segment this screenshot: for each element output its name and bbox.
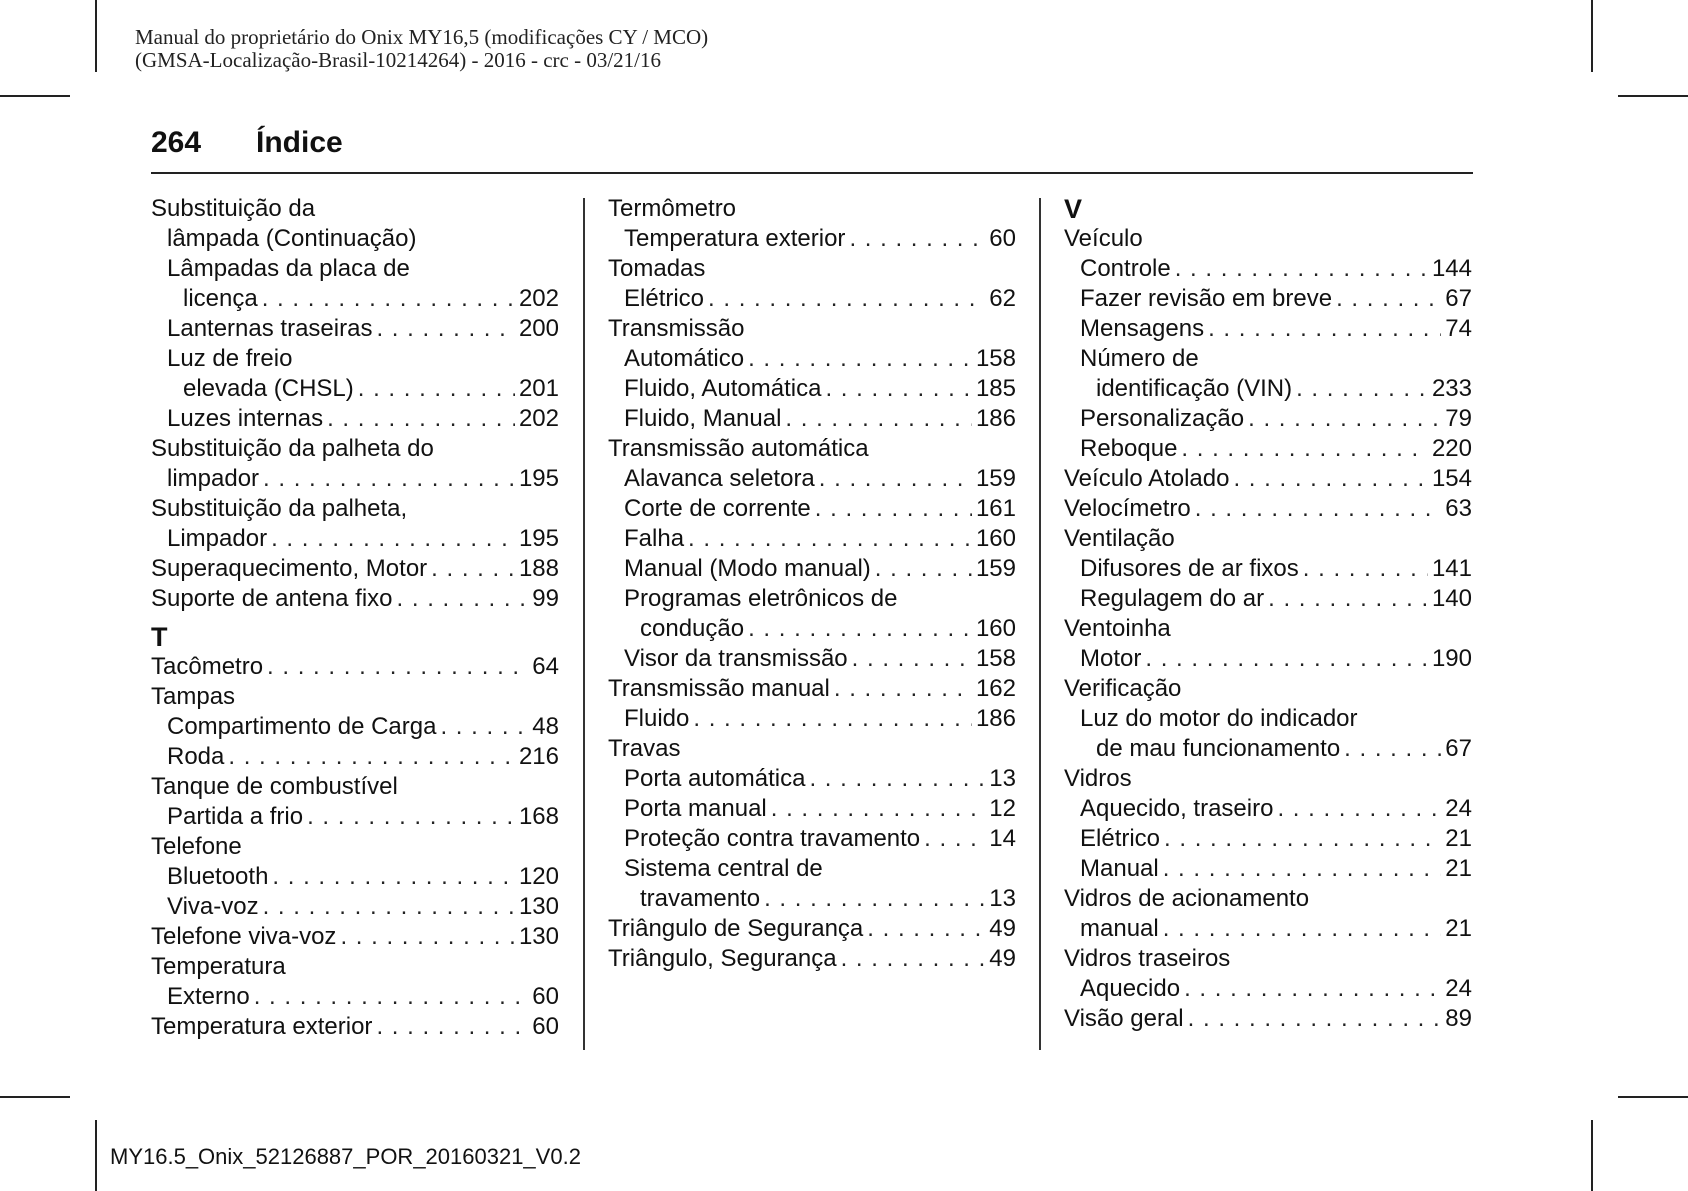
entry-text: Tacômetro [151, 653, 264, 680]
dot-leader [1175, 254, 1428, 284]
entry-text: Luz de freio [167, 345, 293, 372]
index-entry [1064, 554, 1472, 584]
dot-leader [1188, 1004, 1442, 1034]
entry-page-number: 48 [532, 713, 559, 740]
index-entry [608, 674, 1016, 704]
index-entry [151, 254, 559, 284]
entry-page-number: 160 [975, 615, 1016, 642]
entry-text: Temperatura [151, 953, 286, 980]
index-entry [1064, 914, 1472, 944]
crop-mark [1591, 0, 1593, 72]
entry-text: Substituição da [151, 195, 316, 222]
entry-page-number: 233 [1431, 375, 1472, 402]
entry-text: Elétrico [1080, 825, 1161, 852]
entry-page-number: 89 [1445, 1005, 1472, 1032]
index-entry [151, 404, 559, 434]
index-entry [151, 652, 559, 682]
index-entry [608, 194, 1016, 224]
entry-text: Controle [1080, 255, 1171, 282]
crop-mark [95, 0, 97, 72]
page-title-row [151, 120, 1473, 174]
entry-page-number: 63 [1445, 495, 1472, 522]
crop-mark [0, 95, 70, 97]
entry-text: Temperatura exterior [151, 1013, 373, 1040]
index-entry [608, 794, 1016, 824]
entry-page-number: 49 [989, 915, 1016, 942]
entry-text: Temperatura exterior [624, 225, 846, 252]
index-column-1 [151, 194, 559, 1042]
entry-text: condução [640, 615, 745, 642]
entry-text: Bluetooth [167, 863, 269, 890]
dot-leader [1344, 734, 1441, 764]
entry-text: Velocímetro [1064, 495, 1191, 522]
entry-text: elevada (CHSL) [183, 375, 354, 402]
index-entry [1064, 224, 1472, 254]
dot-leader [1184, 974, 1441, 1004]
index-entry [151, 802, 559, 832]
dot-leader [852, 644, 972, 674]
index-entry [1064, 644, 1472, 674]
dot-leader [1277, 794, 1441, 824]
entry-page-number: 60 [532, 983, 559, 1010]
index-entry [1064, 494, 1472, 524]
entry-page-number: 130 [518, 893, 559, 920]
entry-page-number: 60 [989, 225, 1016, 252]
entry-text: Lanternas traseiras [167, 315, 373, 342]
index-entry [1064, 974, 1472, 1004]
dot-leader [1303, 554, 1428, 584]
index-entry [608, 584, 1016, 614]
index-entry [151, 922, 559, 952]
dot-leader [748, 344, 972, 374]
index-entry [151, 772, 559, 802]
index-entry [608, 734, 1016, 764]
dot-leader [924, 824, 985, 854]
index-entry [608, 314, 1016, 344]
entry-page-number: 21 [1445, 855, 1472, 882]
entry-text: Número de [1080, 345, 1199, 372]
entry-page-number: 168 [518, 803, 559, 830]
index-entry [608, 854, 1016, 884]
entry-page-number: 67 [1445, 285, 1472, 312]
dot-leader [815, 494, 972, 524]
page-number: 264 [151, 126, 202, 159]
entry-text: Vidros [1064, 765, 1132, 792]
dot-leader [785, 404, 972, 434]
entry-text: Tampas [151, 683, 236, 710]
entry-text: Automático [624, 345, 745, 372]
entry-text: Porta automática [624, 765, 806, 792]
entry-text: Telefone viva-voz [151, 923, 337, 950]
dot-leader [376, 314, 515, 344]
entry-page-number: 14 [989, 825, 1016, 852]
entry-text: Veículo [1064, 225, 1143, 252]
entry-text: Substituição da palheta, [151, 495, 408, 522]
index-entry [151, 712, 559, 742]
dot-leader [1268, 584, 1428, 614]
entry-text: Reboque [1080, 435, 1178, 462]
index-entry [608, 704, 1016, 734]
index-entry [151, 464, 559, 494]
index-entry [151, 892, 559, 922]
entry-text: Roda [167, 743, 225, 770]
entry-page-number: 13 [989, 765, 1016, 792]
index-entry [608, 914, 1016, 944]
entry-text: lâmpada (Continuação) [167, 225, 417, 252]
index-entry [1064, 674, 1472, 704]
index-entry [151, 344, 559, 374]
dot-leader [1181, 434, 1428, 464]
entry-text: Tomadas [608, 255, 706, 282]
dot-leader [340, 922, 515, 952]
index-entry [151, 194, 559, 224]
dot-leader [688, 524, 972, 554]
entry-text: Mensagens [1080, 315, 1205, 342]
entry-text: Vidros de acionamento [1064, 885, 1310, 912]
entry-text: travamento [640, 885, 761, 912]
index-entry [1064, 794, 1472, 824]
index-entry [151, 494, 559, 524]
entry-text: Corte de corrente [624, 495, 811, 522]
entry-page-number: 186 [975, 405, 1016, 432]
index-entry [151, 1012, 559, 1042]
entry-text: Tanque de combustível [151, 773, 398, 800]
index-entry [1064, 344, 1472, 374]
index-entry [608, 344, 1016, 374]
entry-page-number: 62 [989, 285, 1016, 312]
index-entry [1064, 254, 1472, 284]
entry-page-number: 21 [1445, 915, 1472, 942]
entry-page-number: 216 [518, 743, 559, 770]
entry-text: Lâmpadas da placa de [167, 255, 410, 282]
dot-leader [693, 704, 972, 734]
index-entry [151, 584, 559, 614]
index-entry [608, 944, 1016, 974]
index-entry [1064, 854, 1472, 884]
index-entry [1064, 884, 1472, 914]
entry-text: Fazer revisão em breve [1080, 285, 1333, 312]
index-entry [151, 952, 559, 982]
entry-page-number: 13 [989, 885, 1016, 912]
entry-page-number: 161 [975, 495, 1016, 522]
index-entry [151, 314, 559, 344]
entry-text: Luz do motor do indicador [1080, 705, 1358, 732]
entry-page-number: 186 [975, 705, 1016, 732]
entry-page-number: 79 [1445, 405, 1472, 432]
entry-text: Transmissão automática [608, 435, 869, 462]
entry-text: Ventilação [1064, 525, 1175, 552]
entry-page-number: 158 [975, 645, 1016, 672]
dot-leader [1296, 374, 1428, 404]
dot-leader [267, 652, 528, 682]
dot-leader [397, 584, 529, 614]
entry-page-number: 21 [1445, 825, 1472, 852]
entry-text: Verificação [1064, 675, 1182, 702]
entry-text: Sistema central de [624, 855, 823, 882]
entry-text: Triângulo de Segurança [608, 915, 864, 942]
entry-page-number: 12 [989, 795, 1016, 822]
entry-text: Termômetro [608, 195, 737, 222]
dot-leader [771, 794, 986, 824]
entry-page-number: 24 [1445, 975, 1472, 1002]
entry-text: de mau funcionamento [1096, 735, 1341, 762]
dot-leader [849, 224, 985, 254]
dot-leader [272, 862, 515, 892]
dot-leader [834, 674, 972, 704]
index-entry [608, 764, 1016, 794]
dot-leader [1248, 404, 1441, 434]
dot-leader [1195, 494, 1442, 524]
entry-text: Luzes internas [167, 405, 324, 432]
index-entry [151, 434, 559, 464]
entry-text: Travas [608, 735, 681, 762]
entry-page-number: 195 [518, 465, 559, 492]
index-entry [608, 824, 1016, 854]
column-divider [583, 198, 585, 1050]
entry-text: Falha [624, 525, 685, 552]
dot-leader [440, 712, 528, 742]
entry-page-number: 141 [1431, 555, 1472, 582]
index-entry [608, 554, 1016, 584]
entry-page-number: 220 [1431, 435, 1472, 462]
dot-leader [809, 764, 985, 794]
entry-text: identificação (VIN) [1096, 375, 1293, 402]
index-entry [1064, 374, 1472, 404]
index-column-2 [608, 194, 1016, 974]
dot-leader [825, 374, 972, 404]
index-entry [608, 374, 1016, 404]
index-entry [1064, 524, 1472, 554]
dot-leader [1164, 824, 1441, 854]
dot-leader [1145, 644, 1428, 674]
entry-page-number: 60 [532, 1013, 559, 1040]
dot-leader [748, 614, 972, 644]
dot-leader [1233, 464, 1427, 494]
entry-text: Elétrico [624, 285, 705, 312]
entry-text: Manual [1080, 855, 1159, 882]
index-entry [1064, 1004, 1472, 1034]
entry-page-number: 24 [1445, 795, 1472, 822]
section-letter: T [151, 622, 168, 652]
index-entry [608, 284, 1016, 314]
entry-text: Porta manual [624, 795, 767, 822]
index-entry [151, 524, 559, 554]
index-entry [1064, 944, 1472, 974]
entry-page-number: 144 [1431, 255, 1472, 282]
crop-mark [1618, 95, 1688, 97]
entry-text: Transmissão [608, 315, 745, 342]
entry-text: Limpador [167, 525, 268, 552]
index-entry [1064, 464, 1472, 494]
dot-leader [271, 524, 515, 554]
entry-page-number: 202 [518, 405, 559, 432]
entry-text: Veículo Atolado [1064, 465, 1230, 492]
index-entry [151, 224, 559, 254]
index-entry [608, 404, 1016, 434]
entry-text: Externo [167, 983, 250, 1010]
entry-text: Fluido, Manual [624, 405, 782, 432]
index-entry [151, 742, 559, 772]
crop-mark [0, 1096, 70, 1098]
entry-text: Fluido, Automática [624, 375, 822, 402]
dot-leader [1163, 914, 1442, 944]
dot-leader [262, 284, 515, 314]
index-entry [1064, 584, 1472, 614]
section-letter: V [1064, 194, 1083, 224]
entry-text: Suporte de antena fixo [151, 585, 393, 612]
dot-leader [254, 982, 529, 1012]
entry-text: Vidros traseiros [1064, 945, 1231, 972]
entry-page-number: 49 [989, 945, 1016, 972]
document-header [135, 26, 708, 72]
dot-leader [867, 914, 985, 944]
entry-page-number: 188 [518, 555, 559, 582]
entry-text: Motor [1080, 645, 1142, 672]
index-entry [1064, 284, 1472, 314]
entry-page-number: 202 [518, 285, 559, 312]
entry-text: Triângulo, Segurança [608, 945, 837, 972]
index-entry [151, 374, 559, 404]
index-entry [151, 554, 559, 584]
entry-text: Aquecido [1080, 975, 1181, 1002]
page-title: Índice [256, 126, 343, 159]
entry-page-number: 99 [532, 585, 559, 612]
dot-leader [1163, 854, 1442, 884]
index-entry [151, 832, 559, 862]
entry-page-number: 158 [975, 345, 1016, 372]
index-entry [608, 464, 1016, 494]
entry-text: Manual (Modo manual) [624, 555, 871, 582]
entry-text: Aquecido, traseiro [1080, 795, 1274, 822]
entry-page-number: 201 [518, 375, 559, 402]
index-column-3 [1064, 194, 1472, 1034]
dot-leader [307, 802, 515, 832]
entry-text: manual [1080, 915, 1159, 942]
dot-leader [1336, 284, 1441, 314]
entry-page-number: 74 [1445, 315, 1472, 342]
dot-leader [875, 554, 972, 584]
index-entry [1064, 734, 1472, 764]
crop-mark [95, 1120, 97, 1191]
dot-leader [263, 892, 515, 922]
entry-text: limpador [167, 465, 260, 492]
index-entry [608, 434, 1016, 464]
index-entry [1064, 824, 1472, 854]
index-entry [151, 982, 559, 1012]
entry-page-number: 160 [975, 525, 1016, 552]
header-line-2: (GMSA-Localização-Brasil-10214264) - 2016 - crc - 03/21/16 [135, 48, 662, 72]
dot-leader [764, 884, 985, 914]
entry-page-number: 120 [518, 863, 559, 890]
index-entry [1064, 614, 1472, 644]
entry-text: Personalização [1080, 405, 1245, 432]
index-entry [151, 862, 559, 892]
entry-page-number: 159 [975, 465, 1016, 492]
dot-leader [376, 1012, 528, 1042]
entry-page-number: 195 [518, 525, 559, 552]
dot-leader [228, 742, 515, 772]
entry-text: Superaquecimento, Motor [151, 555, 428, 582]
entry-text: Compartimento de Carga [167, 713, 437, 740]
dot-leader [327, 404, 515, 434]
entry-page-number: 162 [975, 675, 1016, 702]
index-entry [1064, 764, 1472, 794]
dot-leader [708, 284, 985, 314]
entry-page-number: 140 [1431, 585, 1472, 612]
entry-page-number: 67 [1445, 735, 1472, 762]
entry-text: Programas eletrônicos de [624, 585, 898, 612]
entry-page-number: 130 [518, 923, 559, 950]
index-entry [1064, 404, 1472, 434]
dot-leader [819, 464, 972, 494]
entry-text: Proteção contra travamento [624, 825, 921, 852]
dot-leader [263, 464, 515, 494]
index-entry [608, 224, 1016, 254]
entry-page-number: 200 [518, 315, 559, 342]
header-line-1: Manual do proprietário do Onix MY16,5 (modificações CY / MCO) [135, 25, 709, 49]
index-entry [151, 284, 559, 314]
index-entry [608, 614, 1016, 644]
entry-text: Telefone [151, 833, 242, 860]
entry-text: licença [183, 285, 258, 312]
entry-page-number: 185 [975, 375, 1016, 402]
column-divider [1039, 198, 1041, 1050]
entry-text: Visão geral [1064, 1005, 1184, 1032]
index-entry [608, 254, 1016, 284]
dot-leader [841, 944, 986, 974]
dot-leader [1208, 314, 1441, 344]
entry-text: Regulagem do ar [1080, 585, 1265, 612]
index-entry [1064, 434, 1472, 464]
entry-page-number: 190 [1431, 645, 1472, 672]
crop-mark [1618, 1096, 1688, 1098]
index-entry [1064, 704, 1472, 734]
entry-text: Viva-voz [167, 893, 259, 920]
index-entry [608, 524, 1016, 554]
entry-text: Partida a frio [167, 803, 304, 830]
entry-page-number: 64 [532, 653, 559, 680]
entry-text: Fluido [624, 705, 690, 732]
entry-page-number: 154 [1431, 465, 1472, 492]
dot-leader [358, 374, 515, 404]
index-entry [608, 494, 1016, 524]
index-entry [151, 682, 559, 712]
index-entry [608, 884, 1016, 914]
entry-text: Visor da transmissão [624, 645, 848, 672]
entry-text: Alavanca seletora [624, 465, 815, 492]
index-entry [608, 644, 1016, 674]
crop-mark [1591, 1120, 1593, 1191]
index-entry [1064, 314, 1472, 344]
entry-text: Ventoinha [1064, 615, 1171, 642]
entry-text: Difusores de ar fixos [1080, 555, 1299, 582]
entry-text: Substituição da palheta do [151, 435, 434, 462]
dot-leader [431, 554, 515, 584]
entry-page-number: 159 [975, 555, 1016, 582]
document-footer: MY16.5_Onix_52126887_POR_20160321_V0.2 [110, 1144, 581, 1169]
entry-text: Transmissão manual [608, 675, 830, 702]
